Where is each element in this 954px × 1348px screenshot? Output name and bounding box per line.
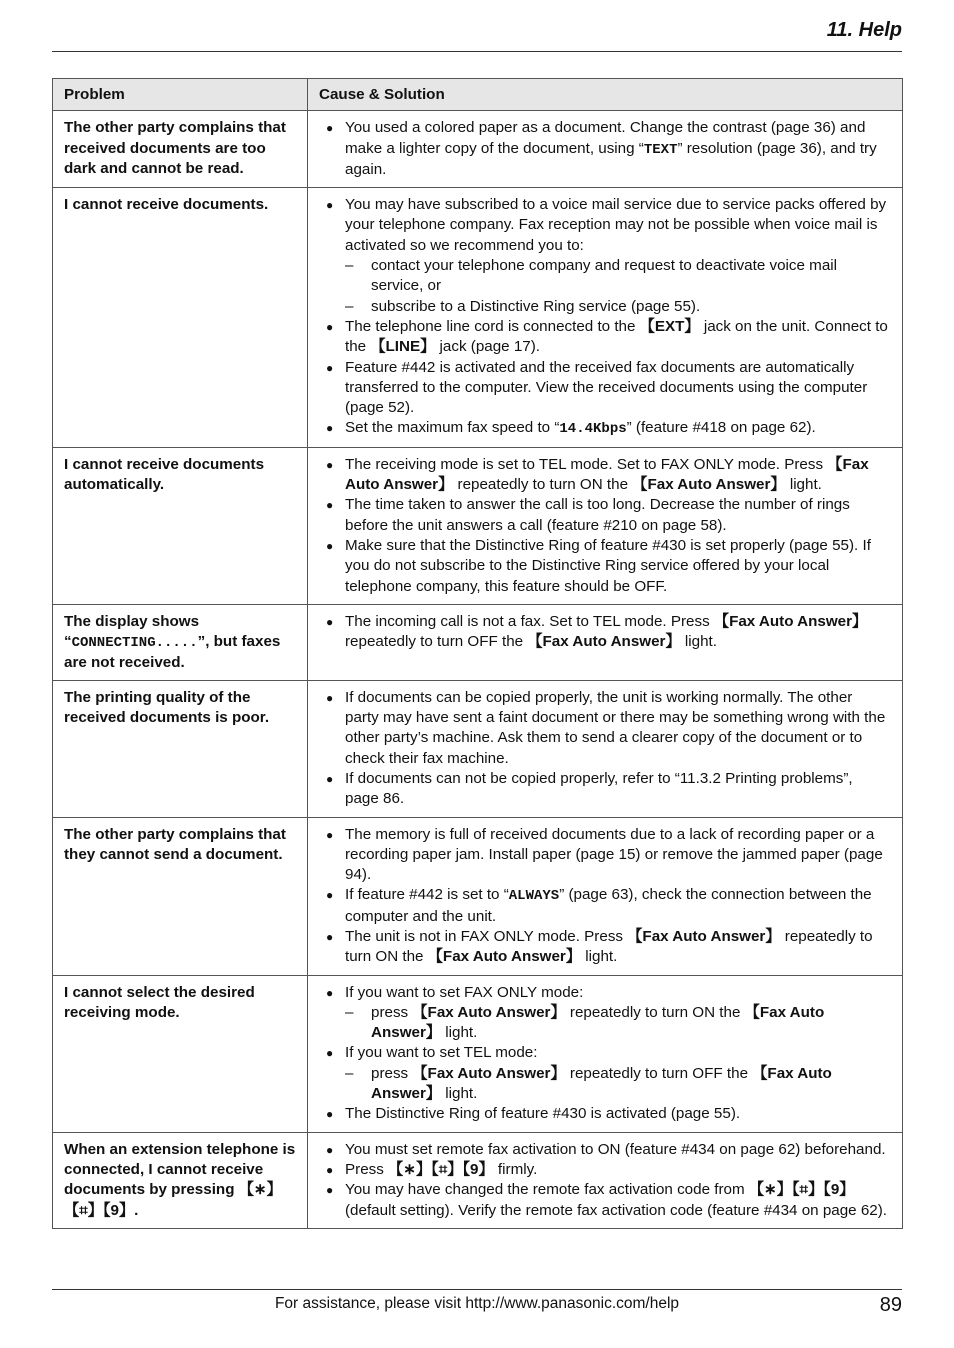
table-row: [53, 1132, 903, 1228]
solution-subitem: – contact your telephone company and request to deactivate voice mail service, or: [345, 256, 890, 297]
problem-cell: When an extension telephone is connected, I cannot receive documents by pressing 【∗】【⌗】【9】.: [53, 1132, 308, 1228]
solution-item: ● Make sure that the Distinctive Ring of feature #430 is set properly (page 55). If you do not subscribe to the Distinctive Ring service offered by your local telephone company, this feature should be OFF.: [320, 536, 890, 597]
solution-item: ● The receiving mode is set to TEL mode. Set to FAX ONLY mode. Press 【Fax Auto Answer】 repeatedly to turn ON the 【Fax Auto Answer】 light.: [320, 455, 890, 496]
table-row: [53, 817, 903, 975]
solution-item: ● The telephone line cord is connected to the 【EXT】 jack on the unit. Connect to the 【LINE】 jack (page 17).: [320, 317, 890, 358]
cause-solution-cell: [308, 111, 903, 188]
key-label: 【∗】【⌗】【9】: [388, 1160, 494, 1178]
table-row: [53, 188, 903, 448]
key-label: 【LINE】: [370, 338, 436, 356]
table-row: [53, 111, 903, 188]
problem-cell: The other party complains that received documents are too dark and cannot be read.: [53, 111, 308, 188]
cause-solution-cell: [308, 680, 903, 817]
solution-item: ● The unit is not in FAX ONLY mode. Press 【Fax Auto Answer】 repeatedly to turn ON the 【Fax Auto Answer】 light.: [320, 927, 890, 968]
key-label: 【EXT】: [639, 317, 700, 335]
header-divider: [52, 51, 902, 52]
key-label: 【Fax Auto Answer】: [713, 612, 868, 630]
solution-item: ● You may have changed the remote fax activation code from 【∗】【⌗】【9】 (default setting). Verify the remote fax activation code (feature #434 on page 62).: [320, 1180, 890, 1221]
key-label: 【Fax Auto Answer】: [627, 927, 781, 945]
solution-item: ● The incoming call is not a fax. Set to TEL mode. Press 【Fax Auto Answer】 repeatedly to turn OFF the 【Fax Auto Answer】 light.: [320, 612, 890, 653]
display-text: 14.4Kbps: [559, 421, 627, 438]
solution-item: ● The memory is full of received documents due to a lack of recording paper or a recording paper jam. Install paper (page 15) or remove the jammed paper (page 94).: [320, 825, 890, 886]
key-label: 【Fax Auto Answer】: [427, 948, 582, 966]
cause-solution-cell: [308, 188, 903, 448]
problem-cell: The other party complains that they cannot send a document.: [53, 817, 308, 975]
display-text: ALWAYS: [508, 888, 560, 905]
solution-item: ● Set the maximum fax speed to “14.4Kbps” (feature #418 on page 62).: [320, 418, 890, 439]
display-text: TEXT: [643, 141, 678, 158]
solution-item: ● You may have subscribed to a voice mail service due to service packs offered by your telephone company. Fax reception may not be possible when voice mail is activated so we recommend you to: – contact your telephone company and request to deactivate voice mail service, or – subscribe to a Distinctive Ring service (page 55).: [320, 195, 890, 317]
display-text: CONNECTING.....: [71, 635, 198, 652]
problem-cell: The display shows “CONNECTING.....”, but faxes are not received.: [53, 604, 308, 680]
table-row: [53, 975, 903, 1132]
cause-solution-cell: [308, 1132, 903, 1228]
solution-item: ● The time taken to answer the call is too long. Decrease the number of rings before the unit answers a call (feature #210 on page 58).: [320, 495, 890, 536]
solution-item: ● If documents can be copied properly, the unit is working normally. The other party may have sent a faint document or there may be something wrong with the other party’s machine. Ask them to send a clearer copy of the document or to check their fax machine.: [320, 688, 890, 769]
cause-solution-cell: [308, 975, 903, 1132]
key-label: 【Fax Auto Answer】: [371, 1003, 825, 1042]
solution-item: ● Press 【∗】【⌗】【9】 firmly.: [320, 1160, 890, 1180]
key-label: 【Fax Auto Answer】: [345, 455, 869, 494]
solution-item: ● The Distinctive Ring of feature #430 is activated (page 55).: [320, 1104, 890, 1124]
column-header-problem: Problem: [53, 79, 308, 111]
solution-subitem: – press 【Fax Auto Answer】 repeatedly to turn ON the 【Fax Auto Answer】 light.: [345, 1003, 890, 1044]
solution-item: ● If feature #442 is set to “ALWAYS” (page 63), check the connection between the computer and the unit.: [320, 885, 890, 927]
solution-item: ● Feature #442 is activated and the received fax documents are automatically transferred to the computer. View the received documents using the computer (page 52).: [320, 358, 890, 419]
cause-solution-cell: [308, 604, 903, 680]
chapter-title: 11. Help: [826, 19, 902, 41]
cause-solution-cell: [308, 817, 903, 975]
page-number: 89: [879, 1294, 902, 1316]
problem-cell: I cannot select the desired receiving mode.: [53, 975, 308, 1132]
problem-cell: I cannot receive documents.: [53, 188, 308, 448]
key-label: 【Fax Auto Answer】: [412, 1064, 566, 1082]
key-label: 【Fax Auto Answer】: [632, 476, 786, 494]
solution-item: ● You must set remote fax activation to ON (feature #434 on page 62) beforehand.: [320, 1140, 890, 1160]
key-label: 【Fax Auto Answer】: [412, 1003, 566, 1021]
footer-divider: [52, 1289, 902, 1290]
key-label: 【∗】【⌗】【9】: [64, 1181, 282, 1219]
solution-subitem: – subscribe to a Distinctive Ring service (page 55).: [345, 297, 890, 317]
solution-item: ● If you want to set TEL mode: – press 【Fax Auto Answer】 repeatedly to turn OFF the 【Fax Auto Answer】 light.: [320, 1043, 890, 1104]
problem-cell: The printing quality of the received documents is poor.: [53, 680, 308, 817]
key-label: 【∗】【⌗】【9】: [748, 1181, 855, 1199]
footer-assistance-text: For assistance, please visit http://www.panasonic.com/help: [274, 1295, 680, 1312]
troubleshooting-table: [52, 78, 903, 1229]
table-row: [53, 447, 903, 604]
solution-item: ● If documents can not be copied properly, refer to “11.3.2 Printing problems”, page 86.: [320, 769, 890, 810]
key-label: 【Fax Auto Answer】: [527, 633, 681, 651]
solution-subitem: – press 【Fax Auto Answer】 repeatedly to turn OFF the 【Fax Auto Answer】 light.: [345, 1064, 890, 1105]
table-row: [53, 680, 903, 817]
cause-solution-cell: [308, 447, 903, 604]
problem-cell: I cannot receive documents automatically.: [53, 447, 308, 604]
solution-item: ● You used a colored paper as a document. Change the contrast (page 36) and make a lighter copy of the document, using “TEXT” resolution (page 36), and try again.: [320, 118, 890, 180]
key-label: 【Fax Auto Answer】: [371, 1064, 832, 1103]
table-header-row: [53, 79, 903, 111]
table-row: [53, 604, 903, 680]
solution-item: ● If you want to set FAX ONLY mode: – press 【Fax Auto Answer】 repeatedly to turn ON the 【Fax Auto Answer】 light.: [320, 983, 890, 1044]
column-header-cause-solution: Cause & Solution: [308, 79, 903, 111]
